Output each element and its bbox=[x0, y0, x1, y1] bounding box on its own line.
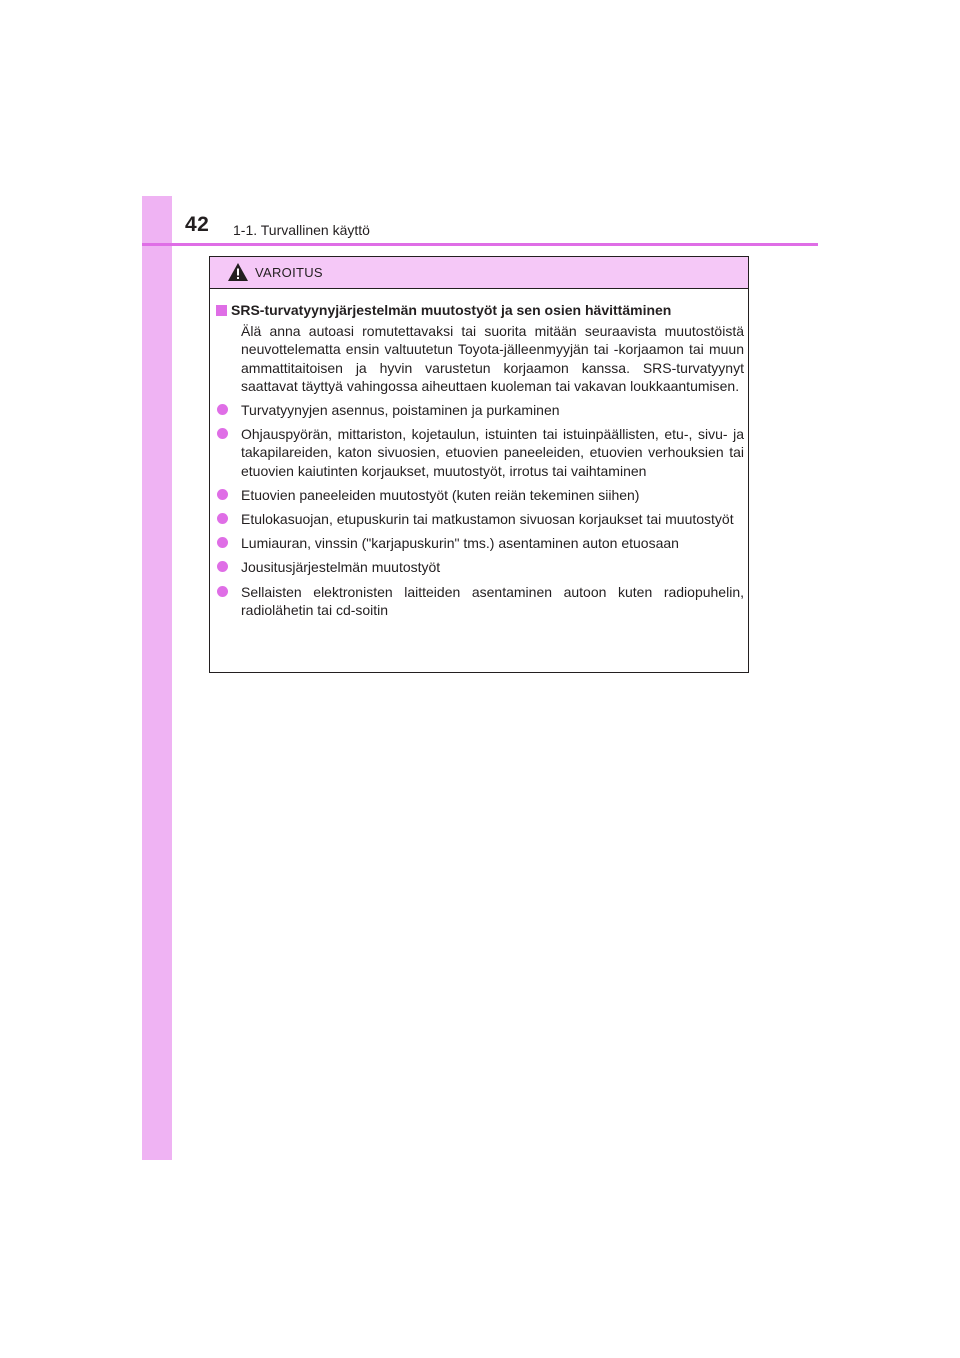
warning-box bbox=[209, 256, 749, 673]
list-item bbox=[216, 425, 744, 480]
warning-header bbox=[210, 257, 748, 289]
warning-label: VAROITUS bbox=[255, 265, 323, 280]
warning-subheading bbox=[216, 301, 744, 319]
list-item bbox=[216, 583, 744, 619]
round-bullet-icon bbox=[216, 428, 230, 439]
warning-intro: Älä anna autoasi romutettavaksi tai suorita mitään seuraavista muutostöistä neuvottelematta ensin valtuutetun Toyota-jälleenmyyjän tai -korjaamon tai muun ammattitaitoisen ja hyvin varustetun korjaamon kanssa. SRS-turvatyynyt saattavat täyttyä vahingossa aiheuttaen kuoleman tai vakavan loukkaantumisen. bbox=[241, 323, 744, 394]
round-bullet-icon bbox=[216, 561, 230, 572]
section-title: 1-1. Turvallinen käyttö bbox=[233, 222, 370, 238]
list-item bbox=[216, 401, 744, 419]
list-item-text: Etulokasuojan, etupuskurin tai matkustamon sivuosan korjaukset tai muutostyöt bbox=[241, 511, 734, 528]
list-item-text: Etuovien paneeleiden muutostyöt (kuten reiän tekeminen siihen) bbox=[241, 486, 640, 503]
header-divider bbox=[142, 243, 818, 246]
round-bullet-icon bbox=[216, 489, 230, 500]
page-number: 42 bbox=[185, 213, 210, 236]
side-tab-band bbox=[142, 196, 172, 1160]
list-item bbox=[216, 510, 744, 528]
warning-body bbox=[216, 301, 744, 625]
round-bullet-icon bbox=[216, 586, 230, 597]
round-bullet-icon bbox=[216, 404, 230, 415]
list-item-text: Lumiauran, vinssin ("karjapuskurin" tms.) asentaminen auton etuosaan bbox=[241, 535, 679, 552]
list-item-text: Ohjauspyörän, mittariston, kojetaulun, istuinten tai istuinpäällisten, etu-, sivu- ja takapilareiden, katon sivuosien, etuovien paneeleiden, etuovien verhouksien tai etuovien kaiutinten korjaukset, muutostyöt, irrotus tai vaihtaminen bbox=[241, 426, 744, 479]
list-item bbox=[216, 486, 744, 504]
list-item-text: Sellaisten elektronisten laitteiden asentaminen autoon kuten radiopuhelin, radiolähetin tai cd-soitin bbox=[241, 583, 744, 618]
warning-subheading-text: SRS-turvatyynyjärjestelmän muutostyöt ja sen osien hävittäminen bbox=[231, 302, 672, 318]
list-item-text: Jousitusjärjestelmän muutostyöt bbox=[241, 559, 441, 576]
square-bullet-icon bbox=[216, 305, 227, 316]
warning-bullet-list bbox=[216, 401, 744, 619]
list-item bbox=[216, 558, 744, 576]
warning-triangle-icon bbox=[227, 262, 249, 282]
list-item-text: Turvatyynyjen asennus, poistaminen ja purkaminen bbox=[241, 402, 560, 419]
round-bullet-icon bbox=[216, 537, 230, 548]
list-item bbox=[216, 534, 744, 552]
round-bullet-icon bbox=[216, 513, 230, 524]
